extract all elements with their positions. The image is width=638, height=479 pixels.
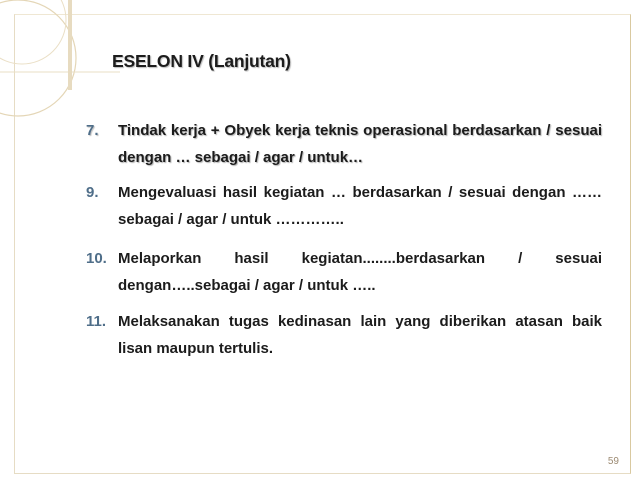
- list-item-number: 11.: [86, 313, 107, 330]
- list-item: [86, 117, 602, 171]
- slide-title: ESELON IV (Lanjutan): [112, 51, 291, 71]
- list-item-text: Melaporkan hasil kegiatan........berdasarkan / sesuai dengan…..sebagai / agar / untuk …..: [118, 250, 602, 294]
- decoration-circle-small: [0, 0, 66, 64]
- list-item-text: Melaksanakan tugas kedinasan lain yang diberikan atasan baik lisan maupun tertulis.: [118, 313, 602, 357]
- list-item-text: Tindak kerja + Obyek kerja teknis operasional berdasarkan / sesuai dengan … sebagai / agar / untuk…: [118, 122, 602, 166]
- list-item-number: 9.: [86, 184, 99, 201]
- list-item-number: 10.: [86, 250, 107, 267]
- decoration-circle-large: [0, 0, 76, 116]
- list-item-text: Mengevaluasi hasil kegiatan … berdasarkan / sesuai dengan …… sebagai / agar / untuk …………..: [118, 184, 602, 228]
- list-item-number: 7.: [86, 122, 99, 139]
- list-item: [86, 245, 602, 299]
- list-item: [86, 179, 602, 233]
- list-item: [86, 308, 602, 362]
- page-number: 59: [607, 456, 619, 467]
